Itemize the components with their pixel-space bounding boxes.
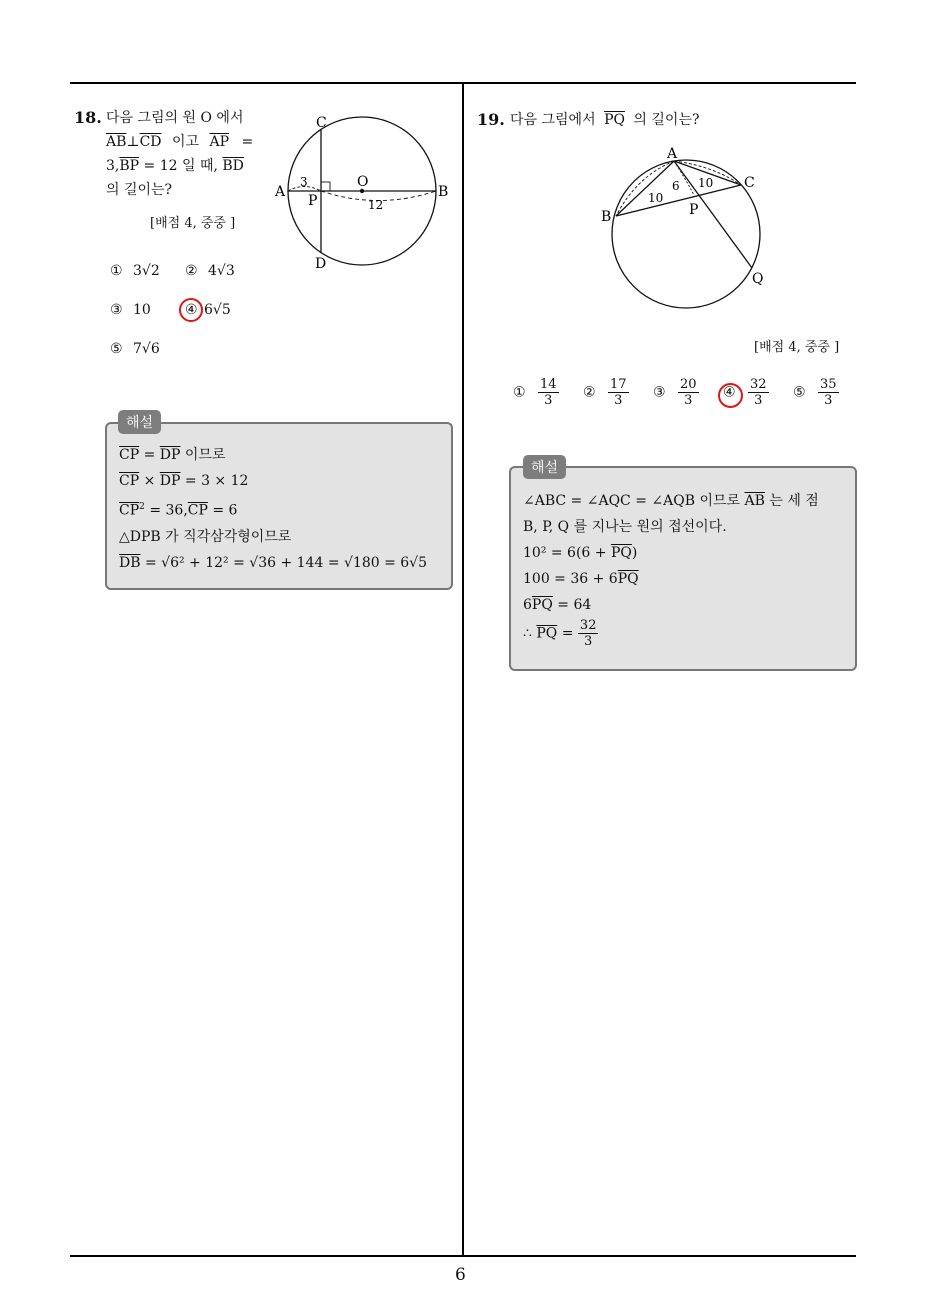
q19-choice-2-num: 17 <box>610 377 627 392</box>
q18-choice-3-text: 10 <box>133 302 151 318</box>
q19-pq: $\overline{PQ}$ <box>604 112 625 128</box>
q18-ap: $\overline{AP}$ <box>209 134 230 150</box>
q19-sol-l5c: = 64 <box>557 597 592 613</box>
q19-choice-4-frac <box>748 377 769 408</box>
q18-bd: $\overline{BD}$ <box>222 158 244 174</box>
q18-perp: ⊥ <box>126 134 140 150</box>
q19-sol-line3 <box>523 540 819 566</box>
q19-choice-1[interactable] <box>513 377 559 408</box>
q19-sol-num: 32 <box>579 618 597 633</box>
q19-choice-1-mark: ① <box>513 384 526 401</box>
q19-label-q: Q <box>752 271 764 287</box>
q19-choice-2-mark: ② <box>583 384 596 401</box>
q19-length-ab: 10 <box>648 191 664 205</box>
q19-sol-pq4: $\overline{PQ}$ <box>536 625 558 642</box>
q18-line4: 의 길이는? <box>106 182 173 198</box>
q18-solution-tag: 해설 <box>118 410 161 434</box>
q19-label-p: P <box>689 202 699 218</box>
q19-sol-eq: = <box>561 625 574 642</box>
q19-choice-2-frac <box>608 377 629 408</box>
q19-choice-2[interactable] <box>583 377 629 408</box>
q18-sol-dp2: $\overline{DP}$ <box>159 473 181 489</box>
q18-sol-sq: 2 <box>139 502 145 512</box>
q18-choice-4-text: 6√5 <box>204 302 231 318</box>
q18-sol-times: × <box>143 473 156 489</box>
q18-sol-line5 <box>119 550 427 576</box>
q18-sol-dp: $\overline{DP}$ <box>159 447 181 463</box>
q19-circle <box>612 160 760 308</box>
q19-answer-mark <box>718 383 743 408</box>
q18-sol-cp4: $\overline{CP}$ <box>187 502 208 519</box>
q18-choice-2-mark: ② <box>185 263 198 279</box>
q19-points: [배점 4, 중중 ] <box>754 340 840 355</box>
q19-sol-pq3: $\overline{PQ}$ <box>531 597 553 613</box>
q19-sol-line1 <box>523 488 819 514</box>
q18-bp: $\overline{BP}$ <box>119 158 140 174</box>
q18-choice-5[interactable] <box>110 341 160 357</box>
q18-length-pb: 12 <box>368 198 384 212</box>
q19-sol-pq2: $\overline{PQ}$ <box>617 571 639 587</box>
q19-choice-3-num: 20 <box>680 377 697 392</box>
q18-choice-2-text: 4√3 <box>208 263 235 279</box>
q18-sol-line3 <box>119 494 427 524</box>
q19-sol-line6 <box>523 618 819 649</box>
q18-question <box>106 106 256 202</box>
q18-sol-cp2: $\overline{CP}$ <box>119 473 140 489</box>
q18-sol-eq: = <box>143 447 156 463</box>
q19-label-a: A <box>667 146 678 162</box>
q19-circle-figure <box>595 140 775 320</box>
q19-sol-den: 3 <box>584 634 593 649</box>
q18-three: 3, <box>106 158 120 174</box>
q19-choice-1-frac <box>538 377 559 408</box>
q19-sol-pq1: $\overline{PQ}$ <box>610 545 632 561</box>
q18-ab: $\overline{AB}$ <box>106 134 127 150</box>
q19-choice-3-frac <box>678 377 699 408</box>
q19-sol-line4 <box>523 566 819 592</box>
q18-choice-3-mark: ③ <box>110 302 123 318</box>
q19-question <box>510 108 699 132</box>
q18-circle-figure <box>270 110 460 275</box>
q19-choice-1-den: 3 <box>544 393 553 408</box>
q19-sol-line2: B, P, Q 를 지나는 원의 접선이다. <box>523 519 727 535</box>
q18-choice-3[interactable] <box>110 302 151 318</box>
q19-sol-answer-frac <box>578 618 599 649</box>
q19-sol-ab: $\overline{AB}$ <box>744 493 765 509</box>
q18-sol-cp: $\overline{CP}$ <box>119 447 140 463</box>
q18-sol-imeuro: 이므로 <box>184 447 226 463</box>
q18-sol-line2 <box>119 468 427 494</box>
q18-solution-box <box>105 422 453 590</box>
q18-label-c: C <box>316 115 327 131</box>
q19-number: 19. <box>477 110 505 129</box>
q19-solution-body <box>523 488 819 649</box>
q18-label-d: D <box>315 256 327 272</box>
q19-choice-3-den: 3 <box>684 393 693 408</box>
q19-sol-l3c: ) <box>631 545 638 561</box>
q19-choice-3[interactable] <box>653 377 699 408</box>
q18-cd: $\overline{CD}$ <box>139 134 162 150</box>
q18-sol-db-value: = √6² + 12² = √36 + 144 = √180 = 6√5 <box>144 554 428 571</box>
q19-sol-therefore: ∴ <box>523 625 532 642</box>
q18-bp-eq: = 12 일 때, <box>143 158 218 174</box>
q18-label-b: B <box>438 184 449 200</box>
column-divider <box>462 82 464 1257</box>
q18-sol-36: = 36, <box>149 502 188 519</box>
q19-sol-line5 <box>523 592 819 618</box>
q18-choice-1[interactable] <box>110 263 160 279</box>
q18-line1: 다음 그림의 원 O 에서 <box>106 110 244 126</box>
q18-label-a: A <box>275 184 286 200</box>
q19-choice-5-num: 35 <box>820 377 837 392</box>
q19-text-a: 다음 그림에서 <box>510 112 596 128</box>
q18-choice-5-text: 7√6 <box>133 341 160 357</box>
q19-text-b: 의 길이는? <box>633 112 700 128</box>
q19-choice-4-num: 32 <box>750 377 767 392</box>
q19-length-ap: 6 <box>672 179 680 193</box>
q19-choice-1-num: 14 <box>540 377 557 392</box>
q19-choice-5-frac <box>818 377 839 408</box>
q19-label-b: B <box>601 209 612 225</box>
q18-number: 18. <box>74 108 102 127</box>
q19-sol-three-points: 는 세 점 <box>769 493 819 509</box>
q18-choice-1-text: 3√2 <box>133 263 160 279</box>
q18-choice-4-mark: ④ <box>185 302 198 318</box>
q19-choice-4-mark: ④ <box>723 384 736 401</box>
q18-points: [배점 4, 중중 ] <box>150 216 236 231</box>
q19-choice-5[interactable] <box>793 377 839 408</box>
q19-choice-2-den: 3 <box>614 393 623 408</box>
bottom-rule <box>70 1255 856 1257</box>
q19-choice-3-mark: ③ <box>653 384 666 401</box>
q18-sol-db: $\overline{DB}$ <box>119 554 141 571</box>
page-number: 6 <box>455 1265 466 1285</box>
q18-sol-line4: △DPB 가 직각삼각형이므로 <box>119 528 292 545</box>
q18-solution-body <box>119 442 427 576</box>
q18-choice-1-mark: ① <box>110 263 123 279</box>
q18-eq: = <box>241 134 254 150</box>
q18-choice-2[interactable] <box>185 263 235 279</box>
q19-label-c: C <box>744 175 755 191</box>
q18-line2 <box>106 130 256 154</box>
q18-label-o: O <box>357 174 369 190</box>
q18-sol-6: = 6 <box>212 502 238 519</box>
q18-length-ap: 3 <box>300 175 308 189</box>
q18-sol-cp3: $\overline{CP}$ <box>119 502 140 519</box>
q19-seg-ab <box>616 161 674 216</box>
q18-sol-product: = 3 × 12 <box>184 473 249 489</box>
q19-solution-box <box>509 466 857 671</box>
q19-choice-5-mark: ⑤ <box>793 384 806 401</box>
q18-choice-5-mark: ⑤ <box>110 341 123 357</box>
q18-right-angle <box>321 182 330 191</box>
q19-sol-l3a: 10² = 6(6 + <box>523 545 607 561</box>
q18-answer-mark <box>179 298 203 322</box>
q19-sol-angles: ∠ABC = ∠AQC = ∠AQB 이므로 <box>523 493 741 509</box>
q19-choice-5-den: 3 <box>824 393 833 408</box>
q18-line3 <box>106 154 256 178</box>
q19-sol-l4a: 100 = 36 + 6 <box>523 571 618 587</box>
q19-length-ac: 10 <box>698 176 714 190</box>
q18-label-p: P <box>308 193 318 209</box>
q19-sol-l5a: 6 <box>523 597 532 613</box>
q18-igo: 이고 <box>171 134 200 150</box>
q19-choice-4-den: 3 <box>754 393 763 408</box>
q18-sol-line1 <box>119 442 427 468</box>
q19-solution-tag: 해설 <box>523 455 566 479</box>
